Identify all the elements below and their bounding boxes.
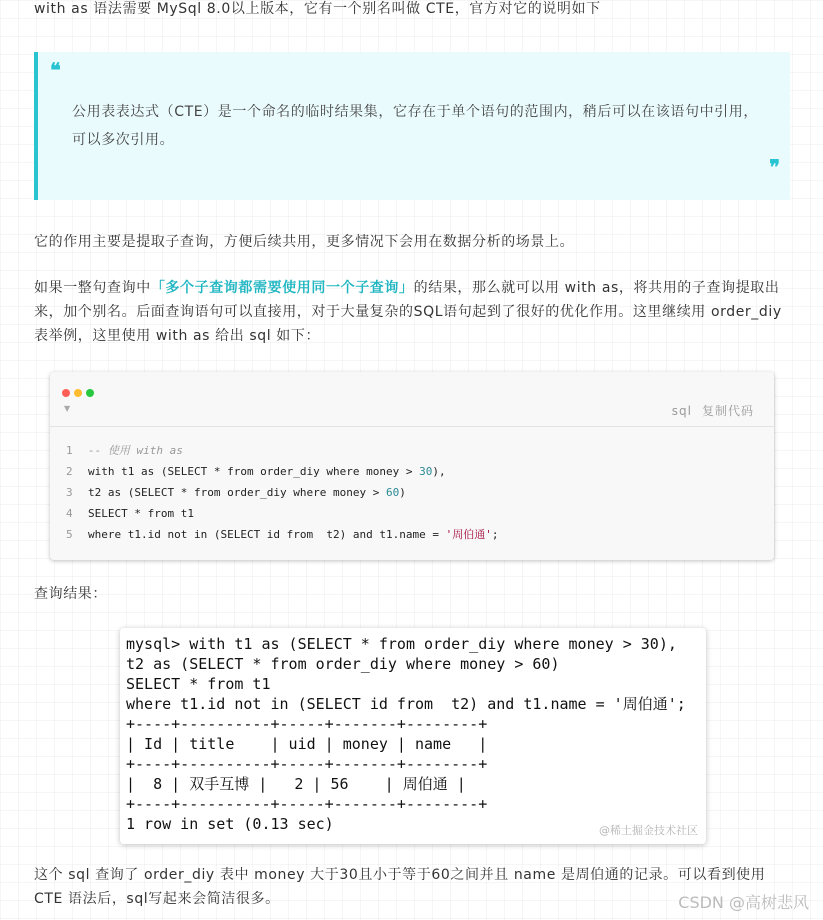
usage-paragraph: 它的作用主要是提取子查询，方便后续共用，更多情况下会用在数据分析的场景上。 xyxy=(34,234,575,250)
code-block xyxy=(50,372,774,560)
example-text-start: 如果一整句查询中 xyxy=(34,280,151,296)
terminal-line: where t1.id not in (SELECT id from t2) and t1.name = '周伯通'; xyxy=(126,695,686,713)
terminal-line: +----+----------+-----+-------+--------+ xyxy=(126,715,488,733)
window-dots xyxy=(62,382,98,401)
code-number: 30 xyxy=(419,465,433,478)
terminal-line: | 8 | 双手互博 | 2 | 56 | 周伯通 | xyxy=(126,775,466,793)
code-text: with t1 as (SELECT * from order_diy where money > xyxy=(88,465,420,478)
line-number: 5 xyxy=(66,528,73,541)
terminal-line: t2 as (SELECT * from order_diy where money > 60) xyxy=(126,655,560,673)
minimize-dot-icon xyxy=(74,389,82,397)
conclusion-paragraph: 这个 sql 查询了 order_diy 表中 money 大于30且小于等于60之间并且 name 是周伯通的记录。可以看到使用 CTE 语法后，sql写起来会简洁很多。 xyxy=(34,867,766,907)
quote-text: 公用表表达式（CTE）是一个命名的临时结果集，它存在于单个语句的范围内，稍后可以在该语句中引用，可以多次引用。 xyxy=(72,104,758,148)
terminal-line: | Id | title | uid | money | name | xyxy=(126,735,488,753)
example-text-rest: 的结果，那么就可以用 with as，将共用的子查询提取出来，加个别名。后面查询语句可以直接用，对于大量复杂的SQL语句起到了很好的优化作用。这里继续用 order_diy 表举例，这里使用 with as 给出 sql 如下： xyxy=(34,280,782,344)
code-text: SELECT * from t1 xyxy=(88,507,194,520)
result-label: 查询结果： xyxy=(34,586,107,602)
terminal-line: SELECT * from t1 xyxy=(126,675,271,693)
blockquote xyxy=(34,52,790,200)
code-string: '周伯通' xyxy=(445,528,492,541)
code-text: ) xyxy=(399,486,406,499)
quote-open-icon: ❝ xyxy=(50,58,61,82)
terminal-line: mysql> with t1 as (SELECT * from order_diy where money > 30), xyxy=(126,635,677,653)
collapse-caret-icon[interactable]: ▼ xyxy=(64,404,71,413)
maximize-dot-icon xyxy=(86,389,94,397)
code-language: sql xyxy=(671,404,692,418)
terminal-line: +----+----------+-----+-------+--------+ xyxy=(126,755,488,773)
code-line xyxy=(66,482,499,503)
line-number: 3 xyxy=(66,486,73,499)
code-line xyxy=(66,440,499,461)
line-number: 2 xyxy=(66,465,73,478)
code-text: ; xyxy=(491,528,499,541)
line-number: 4 xyxy=(66,507,73,520)
terminal-output xyxy=(126,634,686,834)
code-text: where t1.id not in (SELECT id from t2) and t1.name = xyxy=(88,528,446,541)
highlighted-phrase: 「多个子查询都需要使用同一个子查询」 xyxy=(150,280,414,296)
code-text: ), xyxy=(432,465,446,478)
query-result-screenshot xyxy=(120,628,706,844)
quote-close-icon: ❞ xyxy=(769,155,780,179)
copy-code-button[interactable]: 复制代码 xyxy=(701,404,754,418)
code-line xyxy=(66,503,499,524)
code-comment: -- 使用 with as xyxy=(88,444,183,457)
juejin-watermark: @稀土掘金技术社区 xyxy=(599,824,698,837)
line-number: 1 xyxy=(66,444,73,457)
csdn-watermark: CSDN @高树悲风 xyxy=(678,893,809,912)
code-lines xyxy=(66,440,499,545)
code-number: 60 xyxy=(386,486,400,499)
intro-paragraph: with as 语法需要 MySql 8.0以上版本，它有一个别名叫做 CTE，官方对它的说明如下 xyxy=(34,1,601,17)
code-text: t2 as (SELECT * from order_diy where money > xyxy=(88,486,387,499)
code-line xyxy=(66,461,499,482)
example-paragraph xyxy=(34,276,790,348)
terminal-line: +----+----------+-----+-------+--------+ xyxy=(126,795,488,813)
code-line xyxy=(66,524,499,545)
close-dot-icon xyxy=(62,389,70,397)
terminal-line: 1 row in set (0.13 sec) xyxy=(126,815,334,833)
code-divider xyxy=(50,426,774,427)
